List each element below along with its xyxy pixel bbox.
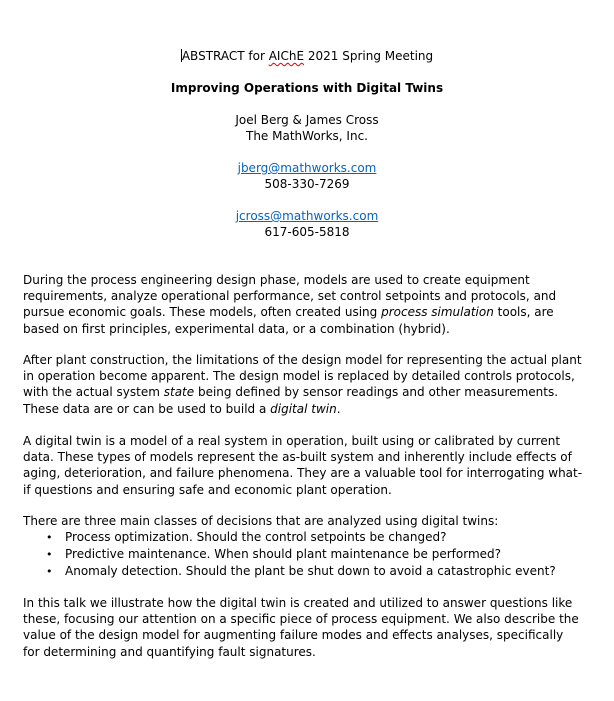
list-item-text: Predictive maintenance. When should plant maintenance be performed? [65, 547, 502, 562]
list-item [23, 563, 583, 580]
p1-emphasis: process simulation [381, 305, 494, 320]
p5-text: In this talk we illustrate how the digital twin is created and utilized to answer questions like these, focusing our attention on a specific piece of process equipment. We also describe the value of the design model for augmenting failure modes and effects analyses, specifically for determining and quantifying fault signatures. [23, 596, 579, 659]
paragraph-talk-summary [23, 595, 583, 660]
meeting-suffix: 2021 Spring Meeting [304, 49, 434, 63]
p4-intro: There are three main classes of decisions that are analyzed using digital twins: [23, 514, 499, 528]
p2-text-c: . [336, 401, 341, 416]
p2-text-a: After plant construction, the limitations of the design model for representing the actual plant in operation become apparent. The design model is replaced by detailed controls protocols, with the actual system [23, 353, 582, 400]
paper-title: Improving Operations with Digital Twins [170, 81, 444, 95]
paragraph-design-phase [23, 272, 583, 337]
bullet-icon: • [46, 548, 53, 562]
p2-emphasis-digital-twin: digital twin [270, 401, 337, 416]
list-item-text: Process optimization. Should the control setpoints be changed? [65, 530, 447, 545]
contact2-phone: 617-605-5818 [264, 225, 350, 239]
p3-text: A digital twin is a model of a real system in operation, built using or calibrated by current data. These types of models represent the as-built system and inherently include effects of aging, deterioration, and failure phenomena. They are a valuable tool for interrogating what-if questions and ensuring safe and economic plant operation. [23, 434, 583, 497]
bullet-icon: • [46, 565, 53, 579]
meeting-aiche-word: AIChE [268, 49, 305, 63]
p2-text-b: being defined by sensor readings and other measurements. These data are or can be used to build a [23, 385, 559, 416]
contact2-email-container [0, 208, 614, 224]
author-organization: The MathWorks, Inc. [246, 129, 368, 143]
list-item [23, 546, 583, 563]
p1-text-a: During the process engineering design phase, models are used to create equipment requirements, analyze operational performance, set control setpoints and protocols, and pursue economic goals. These models, often created using [23, 273, 557, 320]
contact1-email-container [0, 160, 614, 176]
paragraph-digital-twin-definition [23, 433, 583, 498]
list-item-text: Anomaly detection. Should the plant be shut down to avoid a catastrophic event? [65, 564, 556, 579]
paragraph-plant-construction [23, 352, 583, 417]
p2-emphasis-state: state [163, 385, 195, 400]
bullet-icon: • [46, 531, 53, 545]
meeting-prefix: ABSTRACT for [181, 49, 269, 63]
contact1-email-link[interactable]: jberg@mathworks.com [237, 161, 377, 175]
decision-classes-list [23, 529, 583, 580]
header-meeting-line [0, 48, 614, 64]
p1-text-b: tools, are based on first principles, experimental data, or a combination (hybrid). [23, 305, 554, 336]
contact1-phone: 508-330-7269 [264, 177, 350, 191]
paragraph-decision-classes [23, 513, 583, 580]
contact2-email-link[interactable]: jcross@mathworks.com [235, 209, 379, 223]
author-names: Joel Berg & James Cross [235, 113, 379, 127]
list-item [23, 529, 583, 546]
